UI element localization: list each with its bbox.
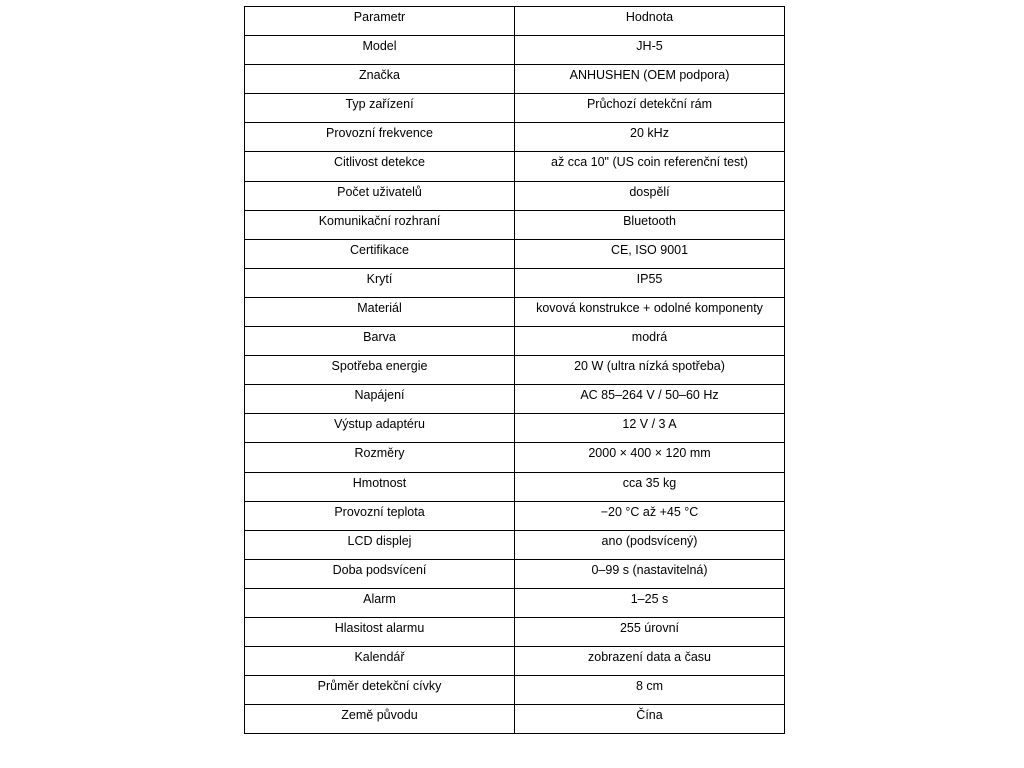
specification-table [244,6,785,734]
value-text: JH-5 [636,39,663,54]
value-cell [515,588,785,617]
param-label: Země původu [341,708,418,723]
param-label: Značka [359,68,400,83]
value-cell [515,210,785,239]
param-cell [245,210,515,239]
value-cell [515,94,785,123]
table-row [245,181,785,210]
table-row [245,268,785,297]
table-row [245,297,785,326]
value-cell [515,705,785,734]
value-cell [515,123,785,152]
value-cell [515,356,785,385]
param-label: Výstup adaptéru [333,417,426,432]
value-text: 1–25 s [630,591,669,606]
param-cell [245,588,515,617]
param-cell [245,36,515,65]
table-row [245,472,785,501]
param-cell [245,647,515,676]
param-cell [245,268,515,297]
value-cell [515,501,785,530]
param-label: Certifikace [349,242,410,257]
param-cell [245,356,515,385]
value-text: 20 W (ultra nízká spotřeba) [574,359,725,374]
value-text: IP55 [636,271,663,286]
param-cell [245,617,515,646]
header-param-cell [245,7,515,36]
value-text: modrá [631,330,668,345]
value-text: Bluetooth [623,213,676,228]
param-label: Barva [363,330,396,345]
value-text: 255 úrovní [619,620,680,635]
param-label: Průměr detekční cívky [317,679,442,694]
table-row [245,36,785,65]
table-row [245,94,785,123]
value-cell [515,152,785,181]
value-text: 0–99 s (nastavitelná) [591,562,708,577]
value-text: kovová konstrukce + odolné komponenty [536,300,763,315]
param-cell [245,501,515,530]
table-row [245,588,785,617]
param-cell [245,123,515,152]
value-cell [515,647,785,676]
param-label: Spotřeba energie [331,359,428,374]
param-cell [245,181,515,210]
value-cell [515,530,785,559]
value-cell [515,239,785,268]
value-cell [515,472,785,501]
header-value-cell [515,7,785,36]
table-row [245,501,785,530]
param-label: Napájení [354,388,405,403]
value-text: Čína [636,708,663,723]
param-cell [245,65,515,94]
param-cell [245,414,515,443]
param-label: Počet uživatelů [337,184,422,199]
param-cell [245,443,515,472]
value-text: Průchozí detekční rám [586,97,713,112]
param-label: Provozní teplota [334,504,425,519]
value-text: 8 cm [635,679,664,694]
table-row [245,530,785,559]
value-cell [515,385,785,414]
table-row [245,123,785,152]
param-cell [245,239,515,268]
table-row [245,65,785,94]
value-text: cca 35 kg [622,475,677,490]
param-label: Krytí [366,271,393,286]
param-label: Materiál [357,300,402,315]
param-label: Hmotnost [352,475,407,490]
value-text: 2000 × 400 × 120 mm [588,446,711,461]
param-label: Provozní frekvence [326,126,433,141]
param-cell [245,327,515,356]
param-cell [245,559,515,588]
table-row [245,152,785,181]
param-cell [245,385,515,414]
param-label: Alarm [363,591,396,606]
table-row [245,676,785,705]
table-row [245,559,785,588]
header-param-label: Parametr [353,10,406,24]
table-row [245,414,785,443]
value-cell [515,617,785,646]
value-text: až cca 10" (US coin referenční test) [551,155,748,170]
param-cell [245,705,515,734]
table-row [245,210,785,239]
value-text: 20 kHz [630,126,669,141]
param-label: Rozměry [354,446,405,461]
value-cell [515,268,785,297]
param-cell [245,676,515,705]
value-text: ano (podsvícený) [601,533,698,548]
param-cell [245,152,515,181]
param-label: Model [362,39,397,54]
table-row [245,385,785,414]
table-row [245,647,785,676]
value-cell [515,297,785,326]
value-cell [515,327,785,356]
param-label: Typ zařízení [345,97,414,112]
value-cell [515,65,785,94]
header-value-label: Hodnota [625,10,674,24]
param-label: LCD displej [347,533,412,548]
param-cell [245,94,515,123]
table-row [245,356,785,385]
value-cell [515,36,785,65]
value-text: −20 °C až +45 °C [600,504,699,519]
table-row [245,327,785,356]
table-row [245,443,785,472]
value-cell [515,676,785,705]
value-cell [515,414,785,443]
param-cell [245,472,515,501]
value-cell [515,443,785,472]
param-cell [245,530,515,559]
table-row [245,239,785,268]
param-label: Citlivost detekce [333,155,425,170]
value-text: dospělí [629,184,670,199]
value-text: ANHUSHEN (OEM podpora) [569,68,730,83]
param-label: Hlasitost alarmu [334,620,425,635]
value-cell [515,559,785,588]
value-text: AC 85–264 V / 50–60 Hz [580,388,719,403]
param-label: Kalendář [354,650,405,665]
table-row [245,617,785,646]
param-cell [245,297,515,326]
param-label: Doba podsvícení [332,562,427,577]
table-header-row [245,7,785,36]
value-text: zobrazení data a času [588,650,711,665]
param-label: Komunikační rozhraní [318,213,441,228]
value-text: 12 V / 3 A [622,417,677,432]
value-cell [515,181,785,210]
value-text: CE, ISO 9001 [610,242,689,257]
table-row [245,705,785,734]
